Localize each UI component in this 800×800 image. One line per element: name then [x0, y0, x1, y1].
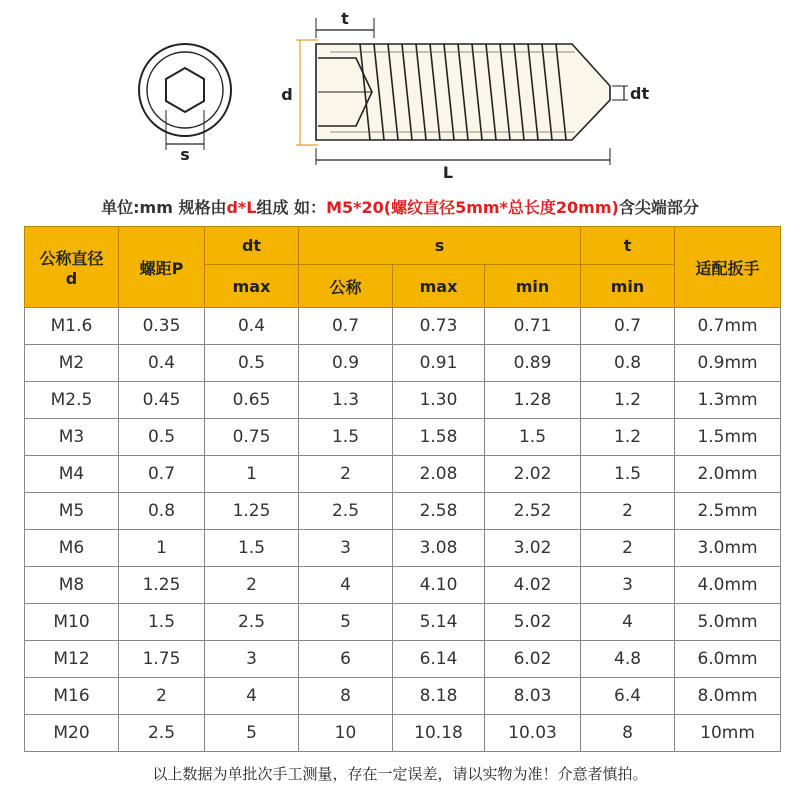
cell-t-min: 1.5: [581, 456, 675, 493]
table-row: [25, 567, 781, 604]
cell-s-min: 8.03: [485, 678, 581, 715]
cell-t-min: 4.8: [581, 641, 675, 678]
cell-s-max: 4.10: [393, 567, 485, 604]
header-dt-max: max: [205, 265, 299, 308]
cell-s-max: 2.08: [393, 456, 485, 493]
label-dt: dt: [630, 84, 650, 103]
table-row: [25, 604, 781, 641]
cell-s-max: 10.18: [393, 715, 485, 752]
cell-s-min: 4.02: [485, 567, 581, 604]
cell-s-nominal: 2: [299, 456, 393, 493]
header-s-min: min: [485, 265, 581, 308]
cell-pitch: 2.5: [119, 715, 205, 752]
header-nominal-diameter: 公称直径 d: [25, 227, 119, 308]
cell-t-min: 0.7: [581, 308, 675, 345]
cell-nominal: M20: [25, 715, 119, 752]
cell-nominal: M10: [25, 604, 119, 641]
cell-dt-max: 0.65: [205, 382, 299, 419]
cell-pitch: 0.4: [119, 345, 205, 382]
table-row: [25, 493, 781, 530]
table-row: [25, 382, 781, 419]
spec-example: M5*20(螺纹直径5mm*总长度20mm): [326, 198, 619, 217]
header-s-nominal: 公称: [299, 265, 393, 308]
header-t: t: [581, 227, 675, 265]
cell-s-nominal: 1.5: [299, 419, 393, 456]
cell-nominal: M6: [25, 530, 119, 567]
cell-s-nominal: 1.3: [299, 382, 393, 419]
cell-s-nominal: 8: [299, 678, 393, 715]
spec-formula: d*L: [226, 198, 257, 217]
cell-dt-max: 0.75: [205, 419, 299, 456]
cell-t-min: 2: [581, 493, 675, 530]
set-screw-diagram: [0, 0, 800, 190]
cell-nominal: M2.5: [25, 382, 119, 419]
cell-s-max: 1.58: [393, 419, 485, 456]
cell-pitch: 0.7: [119, 456, 205, 493]
cell-t-min: 3: [581, 567, 675, 604]
cell-wrench: 0.7mm: [675, 308, 781, 345]
cell-s-nominal: 5: [299, 604, 393, 641]
cell-s-max: 8.18: [393, 678, 485, 715]
table-row: [25, 456, 781, 493]
label-d: d: [281, 85, 293, 104]
cell-t-min: 6.4: [581, 678, 675, 715]
cell-s-nominal: 4: [299, 567, 393, 604]
cell-dt-max: 2.5: [205, 604, 299, 641]
cell-s-min: 0.71: [485, 308, 581, 345]
cell-nominal: M4: [25, 456, 119, 493]
cell-s-max: 0.91: [393, 345, 485, 382]
header-s-max: max: [393, 265, 485, 308]
header-s: s: [299, 227, 581, 265]
cell-nominal: M3: [25, 419, 119, 456]
cell-dt-max: 0.5: [205, 345, 299, 382]
cell-s-min: 2.02: [485, 456, 581, 493]
cell-s-max: 3.08: [393, 530, 485, 567]
label-s: s: [180, 145, 190, 164]
cell-pitch: 0.8: [119, 493, 205, 530]
side-view: [281, 9, 649, 182]
table-row: [25, 345, 781, 382]
cell-wrench: 8.0mm: [675, 678, 781, 715]
cell-nominal: M5: [25, 493, 119, 530]
cell-dt-max: 0.4: [205, 308, 299, 345]
cell-nominal: M8: [25, 567, 119, 604]
cell-s-nominal: 3: [299, 530, 393, 567]
cell-s-nominal: 6: [299, 641, 393, 678]
cell-s-max: 0.73: [393, 308, 485, 345]
cell-pitch: 0.5: [119, 419, 205, 456]
cell-s-min: 2.52: [485, 493, 581, 530]
cell-dt-max: 5: [205, 715, 299, 752]
label-L: L: [442, 163, 454, 182]
cell-pitch: 2: [119, 678, 205, 715]
cell-nominal: M1.6: [25, 308, 119, 345]
cell-wrench: 2.5mm: [675, 493, 781, 530]
cell-s-nominal: 10: [299, 715, 393, 752]
cell-nominal: M2: [25, 345, 119, 382]
cell-s-min: 1.5: [485, 419, 581, 456]
cell-wrench: 10mm: [675, 715, 781, 752]
cell-dt-max: 1: [205, 456, 299, 493]
header-pitch: 螺距P: [119, 227, 205, 308]
cell-s-min: 1.28: [485, 382, 581, 419]
cell-wrench: 1.3mm: [675, 382, 781, 419]
label-t: t: [341, 9, 349, 28]
cell-dt-max: 2: [205, 567, 299, 604]
table-row: [25, 641, 781, 678]
cell-s-nominal: 0.9: [299, 345, 393, 382]
cell-wrench: 1.5mm: [675, 419, 781, 456]
table-row: [25, 530, 781, 567]
cell-t-min: 0.8: [581, 345, 675, 382]
spec-table: [24, 226, 781, 752]
cell-s-nominal: 0.7: [299, 308, 393, 345]
cell-s-min: 5.02: [485, 604, 581, 641]
spec-prefix: 单位:mm 规格由: [101, 198, 227, 217]
cell-pitch: 1.75: [119, 641, 205, 678]
cell-t-min: 2: [581, 530, 675, 567]
cell-pitch: 1.5: [119, 604, 205, 641]
cell-t-min: 8: [581, 715, 675, 752]
cell-dt-max: 3: [205, 641, 299, 678]
cell-nominal: M12: [25, 641, 119, 678]
cell-s-max: 2.58: [393, 493, 485, 530]
cell-wrench: 6.0mm: [675, 641, 781, 678]
cell-pitch: 1.25: [119, 567, 205, 604]
cell-pitch: 0.35: [119, 308, 205, 345]
spec-suffix: 含尖端部分: [618, 198, 699, 217]
cell-t-min: 4: [581, 604, 675, 641]
cell-s-min: 0.89: [485, 345, 581, 382]
cell-dt-max: 4: [205, 678, 299, 715]
cell-s-nominal: 2.5: [299, 493, 393, 530]
cell-wrench: 3.0mm: [675, 530, 781, 567]
spec-description: [0, 195, 800, 218]
cell-dt-max: 1.25: [205, 493, 299, 530]
cell-wrench: 4.0mm: [675, 567, 781, 604]
cell-nominal: M16: [25, 678, 119, 715]
end-view: [139, 44, 231, 164]
cell-t-min: 1.2: [581, 382, 675, 419]
table-row: [25, 678, 781, 715]
header-t-min: min: [581, 265, 675, 308]
spec-middle: 组成 如：: [256, 198, 327, 217]
cell-s-min: 3.02: [485, 530, 581, 567]
cell-s-max: 6.14: [393, 641, 485, 678]
header-wrench: 适配扳手: [675, 227, 781, 308]
header-dt: dt: [205, 227, 299, 265]
cell-wrench: 2.0mm: [675, 456, 781, 493]
cell-t-min: 1.2: [581, 419, 675, 456]
cell-wrench: 5.0mm: [675, 604, 781, 641]
cell-s-max: 5.14: [393, 604, 485, 641]
cell-s-max: 1.30: [393, 382, 485, 419]
cell-pitch: 1: [119, 530, 205, 567]
table-row: [25, 419, 781, 456]
cell-pitch: 0.45: [119, 382, 205, 419]
table-body: [25, 308, 781, 752]
table-row: [25, 308, 781, 345]
cell-s-min: 6.02: [485, 641, 581, 678]
cell-wrench: 0.9mm: [675, 345, 781, 382]
footer-note: 以上数据为单批次手工测量，存在一定误差，请以实物为准！介意者慎拍。: [152, 765, 648, 783]
table-row: [25, 715, 781, 752]
cell-dt-max: 1.5: [205, 530, 299, 567]
cell-s-min: 10.03: [485, 715, 581, 752]
